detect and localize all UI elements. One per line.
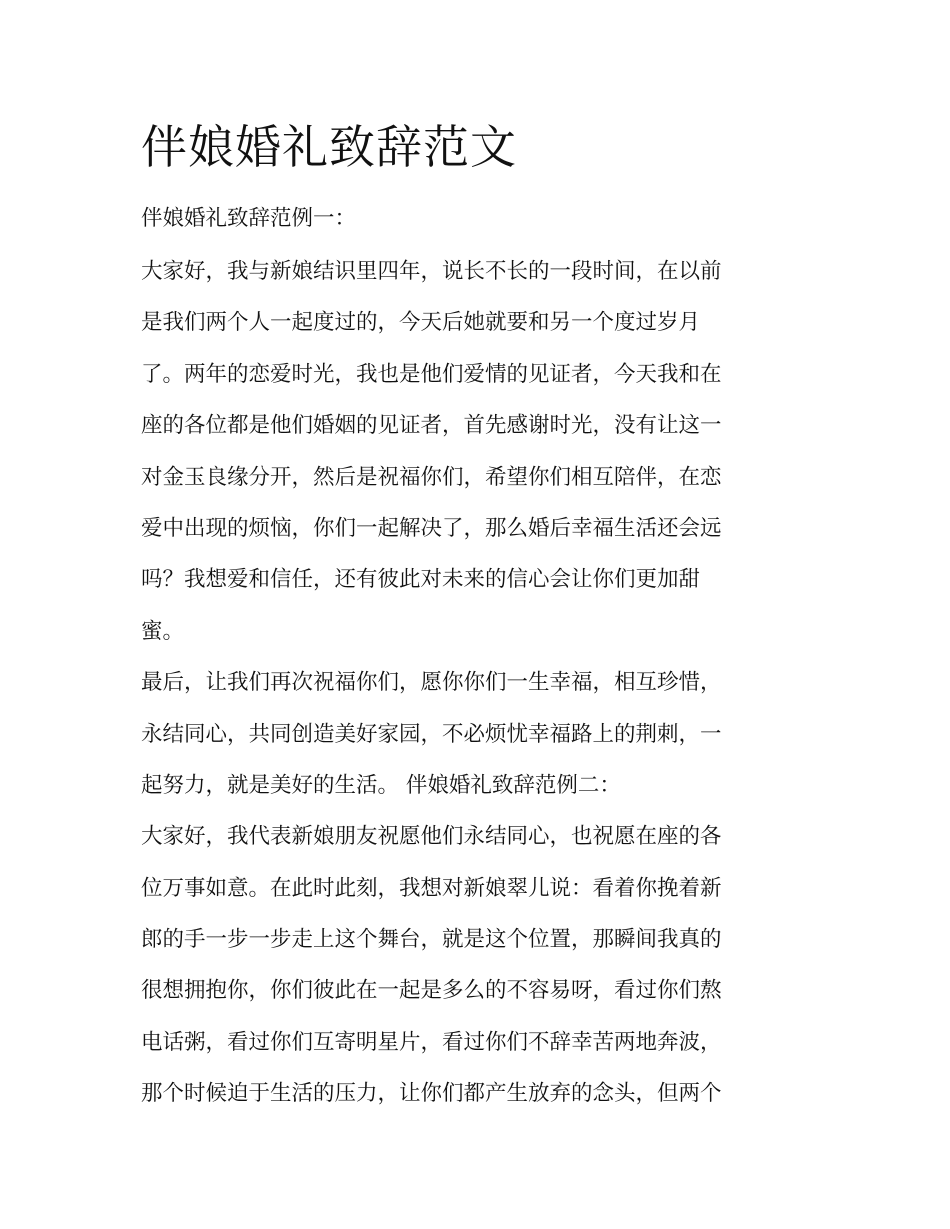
document-body <box>141 192 813 1120</box>
body-line: 了。两年的恋爱时光，我也是他们爱情的见证者，今天我和在 <box>141 361 722 387</box>
body-line: 爱中出现的烦恼，你们一起解决了，那么婚后幸福生活还会远 <box>141 515 722 541</box>
body-line: 吗？我想爱和信任，还有彼此对未来的信心会让你们更加甜 <box>141 567 701 593</box>
document-title: 伴娘婚礼致辞范文 <box>141 120 517 174</box>
body-line: 郎的手一步一步走上这个舞台，就是这个位置，那瞬间我真的 <box>141 927 722 953</box>
body-line: 永结同心，共同创造美好家园，不必烦忧幸福路上的荆刺，一 <box>141 721 722 747</box>
body-line: 大家好，我与新娘结识里四年，说长不长的一段时间，在以前 <box>141 259 722 284</box>
body-line: 蜜。 <box>141 618 185 644</box>
body-line: 是我们两个人一起度过的，今天后她就要和另一个度过岁月 <box>141 310 701 336</box>
body-line: 最后，让我们再次祝福你们，愿你你们一生幸福，相互珍惜， <box>141 670 722 696</box>
body-line: 伴娘婚礼致辞范例一： <box>141 206 357 231</box>
body-line: 位万事如意。在此时此刻，我想对新娘翠儿说：看着你挽着新 <box>141 875 722 901</box>
body-line: 电话粥，看过你们互寄明星片，看过你们不辞幸苦两地奔波， <box>141 1029 722 1055</box>
body-line: 大家好，我代表新娘朋友祝愿他们永结同心，也祝愿在座的各 <box>141 824 722 850</box>
body-line: 那个时候迫于生活的压力，让你们都产生放弃的念头，但两个 <box>141 1081 722 1107</box>
body-line: 很想拥抱你，你们彼此在一起是多么的不容易呀，看过你们熬 <box>141 978 722 1004</box>
body-line: 座的各位都是他们婚姻的见证者，首先感谢时光，没有让这一 <box>141 413 722 439</box>
body-line: 对金玉良缘分开，然后是祝福你们，希望你们相互陪伴，在恋 <box>141 464 722 490</box>
body-line: 起努力，就是美好的生活。 伴娘婚礼致辞范例二： <box>141 772 621 798</box>
document-page <box>141 112 813 1120</box>
